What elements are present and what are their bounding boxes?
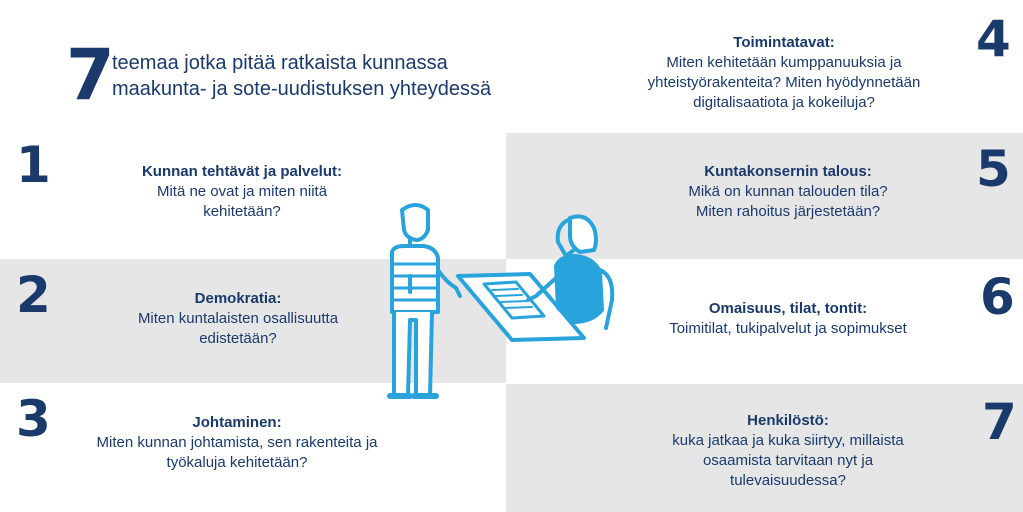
theme-1-text	[140, 162, 344, 222]
theme-1-number: 1	[16, 136, 51, 194]
theme-5-text	[670, 162, 906, 222]
theme-6-number: 6	[980, 268, 1015, 326]
theme-6-title: Omaisuus, tilat, tontit:	[708, 300, 868, 317]
theme-1-body: Mitä ne ovat ja miten niitä kehitetään?	[156, 183, 328, 220]
theme-4-body: Miten kehitetään kumppanuuksia ja yhteistyörakenteita? Miten hyödynnetään digitalisaatiota ja kokeiluja?	[647, 54, 921, 111]
heading-line-2: maakunta- ja sote-uudistuksen yhteydessä	[112, 78, 492, 100]
theme-6-body: Toimitilat, tukipalvelut ja sopimukset	[669, 320, 907, 337]
theme-7-text	[660, 411, 916, 491]
theme-3-title: Johtaminen:	[192, 414, 282, 431]
theme-3-number: 3	[16, 390, 51, 448]
people-at-table-illustration	[380, 200, 630, 410]
theme-5-title: Kuntakonsernin talous:	[704, 163, 872, 180]
theme-2-number: 2	[16, 266, 51, 324]
theme-7-title: Henkilöstö:	[747, 412, 829, 429]
heading-text	[112, 50, 491, 102]
theme-3-body: Miten kunnan johtamista, sen rakenteita ja työkaluja kehitetään?	[96, 434, 378, 471]
standing-person-icon	[390, 205, 460, 396]
theme-2-title: Demokratia:	[194, 290, 282, 307]
theme-3-text	[86, 413, 388, 473]
heading-line-1: teemaa jotka pitää ratkaista kunnassa	[112, 52, 448, 74]
theme-4-title: Toimintatavat:	[733, 34, 835, 51]
theme-2-text	[126, 289, 350, 349]
theme-5-body: Mikä on kunnan talouden tila? Miten rahoitus järjestetään?	[688, 183, 888, 220]
theme-7-body: kuka jatkaa ja kuka siirtyy, millaista osaamista tarvitaan nyt ja tulevaisuudessa?	[672, 432, 904, 489]
theme-7-number: 7	[982, 393, 1017, 451]
theme-4-text	[636, 33, 932, 113]
theme-1-title: Kunnan tehtävät ja palvelut:	[141, 163, 343, 180]
theme-2-body: Miten kuntalaisten osallisuutta edistetään?	[137, 310, 339, 347]
theme-5-number: 5	[976, 140, 1011, 198]
heading-number: 7	[66, 34, 115, 116]
theme-4-number: 4	[976, 10, 1011, 68]
theme-6-text	[650, 299, 926, 339]
